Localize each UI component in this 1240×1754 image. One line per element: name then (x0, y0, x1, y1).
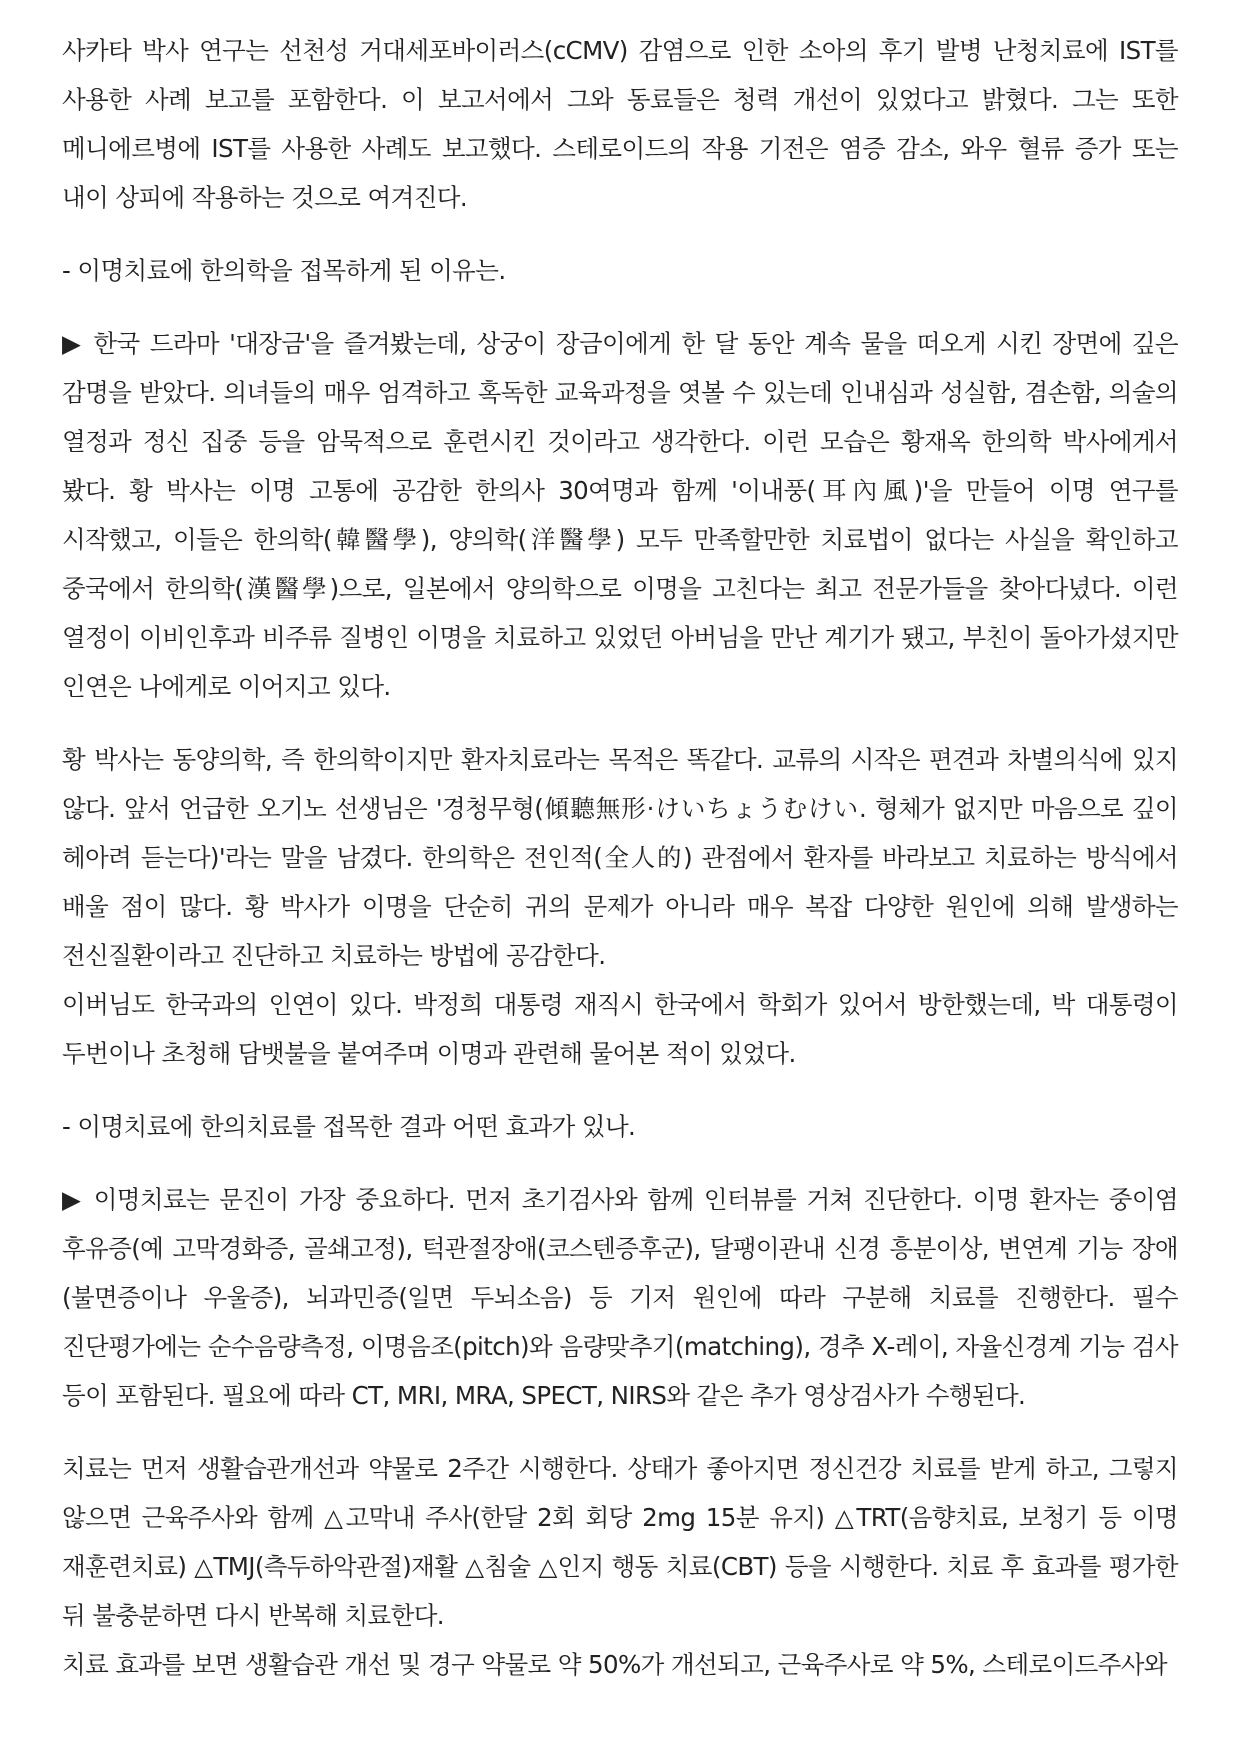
answer-daejanggeum-paragraph: ▶ 한국 드라마 '대장금'을 즐겨봤는데, 상궁이 장금이에게 한 달 동안 계속 물을 떠오게 시킨 장면에 깊은 감명을 받았다. 의녀들의 매우 엄격하고 혹독한 교육과정을 엿볼 수 있는데 인내심과 성실함, 겸손함, 의술의 열정과 정신 집중 등을 암묵적으로 훈련시킨 것이라고 생각한다. 이런 모습은 황재옥 한의학 박사에게서 봤다. 황 박사는 이명 고통에 공감한 한의사 30여명과 함께 '이내풍(耳內風)'을 만들어 이명 연구를 시작했고, 이들은 한의학(韓醫學), 양의학(洋醫學) 모두 만족할만한 치료법이 없다는 사실을 확인하고 중국에서 한의학(漢醫學)으로, 일본에서 양의학으로 이명을 고친다는 최고 전문가들을 찾아다녔다. 이런 열정이 이비인후과 비주류 질병인 이명을 치료하고 있었던 아버님을 만난 계기가 됐고, 부친이 돌아가셨지만 인연은 나에게로 이어지고 있다. (62, 329, 1178, 701)
paragraph-father-korea-connection: 이버님도 한국과의 인연이 있다. 박정희 대통령 재직시 한국에서 학회가 있어서 방한했는데, 박 대통령이 두번이나 초청해 담뱃불을 붙여주며 이명과 관련해 물어본 적이 있었다. (62, 990, 1178, 1068)
question-reason-for-oriental-medicine: - 이명치료에 한의학을 접목하게 된 이유는. (62, 256, 506, 285)
paragraph-treatment-results: 치료 효과를 보면 생활습관 개선 및 경구 약물로 약 50%가 개선되고, 근육주사로 약 5%, 스테로이드주사와 (62, 1650, 1167, 1679)
paragraph-sakata-study: 사카타 박사 연구는 선천성 거대세포바이러스(cCMV) 감염으로 인한 소아의 후기 발병 난청치료에 IST를 사용한 사례 보고를 포함한다. 이 보고서에서 그와 동료들은 청력 개선이 있었다고 밝혔다. 그는 또한 메니에르병에 IST를 사용한 사례도 보고했다. 스테로이드의 작용 기전은 염증 감소, 와우 혈류 증가 또는 내이 상피에 작용하는 것으로 여겨진다. (62, 36, 1178, 212)
answer-diagnosis-paragraph: ▶ 이명치료는 문진이 가장 중요하다. 먼저 초기검사와 함께 인터뷰를 거쳐 진단한다. 이명 환자는 중이염 후유증(예 고막경화증, 골쇄고정), 턱관절장애(코스텐증후군), 달팽이관내 신경 흥분이상, 변연계 기능 장애(불면증이나 우울증), 뇌과민증(일면 두뇌소음) 등 기저 원인에 따라 구분해 치료를 진행한다. 필수 진단평가에는 순수음량측정, 이명음조(pitch)와 음량맞추기(matching), 경추 X-레이, 자율신경계 기능 검사 등이 포함된다. 필요에 따라 CT, MRI, MRA, SPECT, NIRS와 같은 추가 영상검사가 수행된다. (62, 1185, 1178, 1410)
paragraph-treatment-process: 치료는 먼저 생활습관개선과 약물로 2주간 시행한다. 상태가 좋아지면 정신건강 치료를 받게 하고, 그렇지 않으면 근육주사와 함께 △고막내 주사(한달 2회 회당 2mg 15분 유지) △TRT(음향치료, 보청기 등 이명 재훈련치료) △TMJ(측두하악관절)재활 △침술 △인지 행동 치료(CBT) 등을 시행한다. 치료 후 효과를 평가한 뒤 불충분하면 다시 반복해 치료한다. (62, 1454, 1178, 1630)
question-treatment-effect: - 이명치료에 한의치료를 접목한 결과 어떤 효과가 있나. (62, 1112, 636, 1141)
paragraph-dr-hwang-oriental-medicine: 황 박사는 동양의학, 즉 한의학이지만 환자치료라는 목적은 똑같다. 교류의 시작은 편견과 차별의식에 있지 않다. 앞서 언급한 오기노 선생님은 '경청무형(傾聽無形·けいちょうむけい. 형체가 없지만 마음으로 깊이 헤아려 듣는다)'라는 말을 남겼다. 한의학은 전인적(全人的) 관점에서 환자를 바라보고 치료하는 방식에서 배울 점이 많다. 황 박사가 이명을 단순히 귀의 문제가 아니라 매우 복잡 다양한 원인에 의해 발생하는 전신질환이라고 진단하고 치료하는 방법에 공감한다. (62, 745, 1178, 970)
